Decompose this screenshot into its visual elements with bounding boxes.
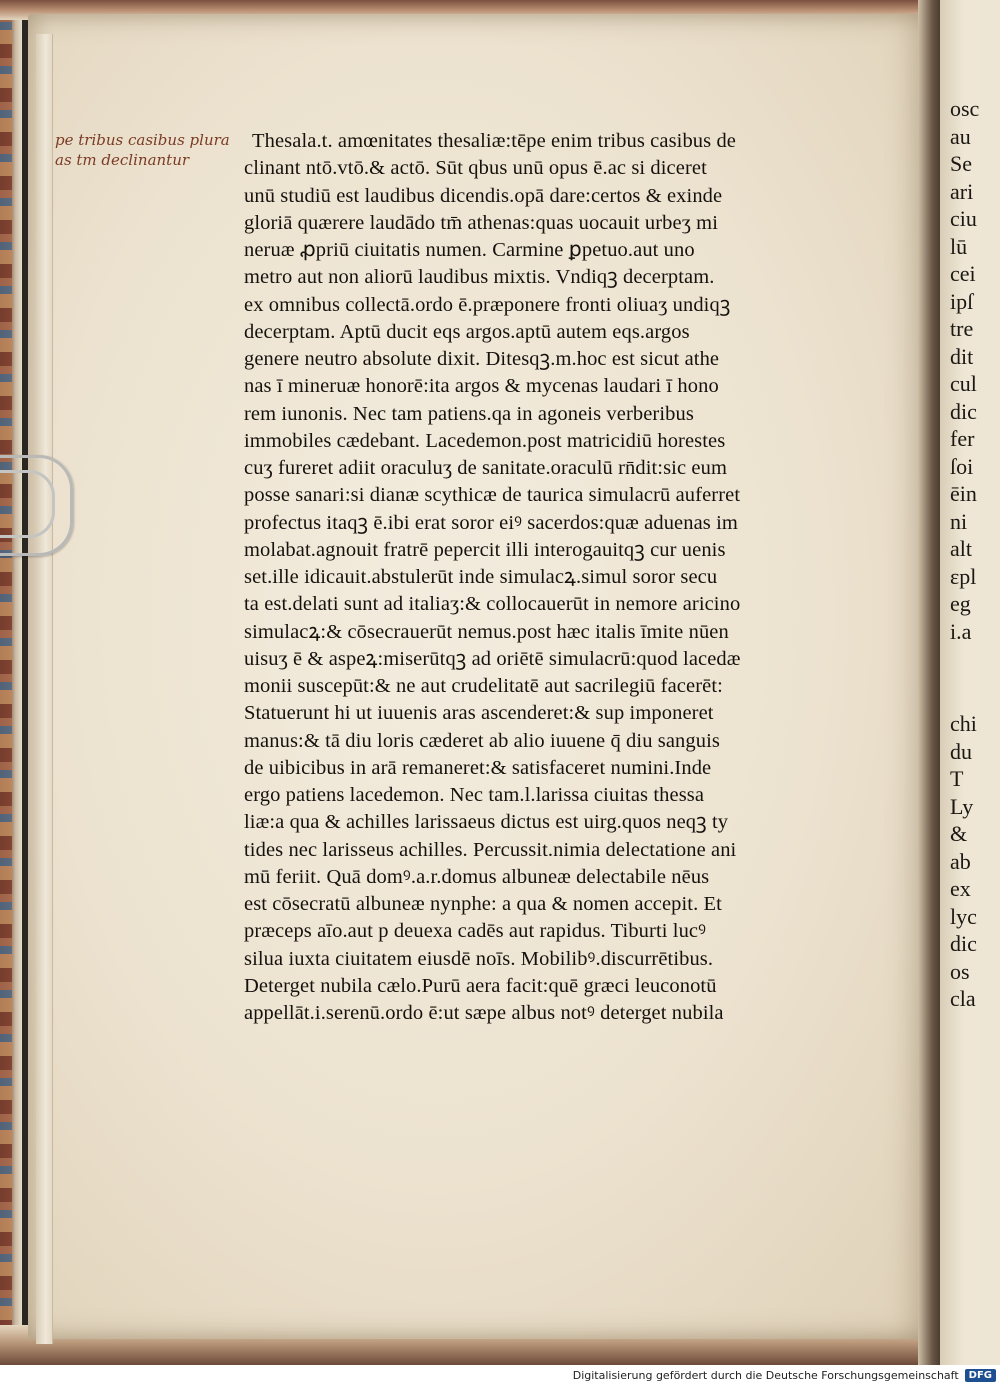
facing-page-text-fragment: Se [950,151,972,176]
text-line: præceps aīo.aut p deuexa cadēs aut rapidus. Tiburti lucꝰ [244,920,707,943]
text-line: ergo patiens lacedemon. Nec tam.l.larissa ciuitas thessa [244,784,705,806]
text-line: neruæ ꝓpriū ciuitatis numen. Carmine ꝑpetuo.aut uno [244,239,695,261]
handwritten-marginal-note [55,130,270,170]
footer-bar [0,1365,1000,1385]
facing-page-text-fragment: ni [950,508,968,534]
facing-page-text-fragment: lyc [950,903,977,929]
text-line: unū studiū est laudibus dicendis.opā dare:certos & exinde [244,184,723,207]
facing-page-text-fragment: dic [950,398,977,424]
printed-text-block [244,128,844,1027]
text-line: simulacꝝ:& cōsecrauerūt nemus.post hæc italis īmite nūen [244,620,729,643]
marginal-note-line: as tm declinantur [55,151,190,169]
facing-page-text-fragment: du [950,738,972,764]
facing-page-text-fragment: dit [950,343,974,369]
text-line: ex omnibus collectā.ordo ē.præponere fronti oliuaʒ undiqꝫ [244,293,731,316]
text-line: posse sanari:si dianæ scythicæ de taurica simulacrū auferret [244,484,741,507]
text-line: gloriā quærere laudādo tm̄ athenas:quas uocauit urbeʒ mi [244,211,718,234]
facing-page-text-fragment: ab [950,848,971,874]
text-line: silua iuxta ciuitatem eiusdē noīs. Mobilibꝰ.discurrētibus. [244,947,714,970]
text-line: molabat.agnouit fratrē pepercit illi interogauitqꝫ cur uenis [244,538,726,561]
facing-page-text-fragment: & [950,821,968,846]
facing-page-text-fragment: cul [950,371,977,396]
text-line: ta est.delati sunt ad italiaʒ:& collocauerūt in nemore aricino [244,593,741,616]
text-line: immobiles cædebant. Lacedemon.post matricidiū horestes [244,429,726,452]
facing-page-text-fragment: alt [950,536,972,561]
text-line: uisuʒ ē & aspeꝝ:miserūtqꝫ ad oriētē simulacrū:quod lacedæ [244,647,741,670]
text-line: Statuerunt hi ut iuuenis aras ascenderet:& sup imponeret [244,702,714,725]
facing-page-text-fragment: eg [950,591,971,616]
dfg-logo: DFG [965,1369,996,1382]
facing-page-text-fragment: dic [950,931,977,956]
text-line: est cōsecratū albuneæ nynphe: a qua & nomen accepit. Et [244,893,722,915]
facing-page-text-fragment: au [950,123,971,149]
facing-page-text-fragment: ciu [950,206,977,231]
text-line: profectus itaqꝫ ē.ibi erat soror eiꝰ sacerdos:quæ aduenas im [244,511,738,534]
text-line: appellāt.i.serenū.ordo ē:ut sæpe albus notꝰ deterget nubila [244,1002,724,1024]
facing-page-text-fragment: cei [950,261,976,286]
facing-page-text-fragment: os [950,958,970,984]
text-line: liæ:a qua & achilles larissaeus dictus est uirg.quos neqꝫ ty [244,811,729,834]
marbled-edge [0,0,12,1365]
text-line: rem iunonis. Nec tam patiens.qa in agoneis verberibus [244,402,694,425]
facing-page-text-fragment: osc [950,96,980,121]
facing-page-text-fragment: ipſ [950,288,974,314]
text-line: mū feriit. Quā domꝰ.a.r.domus albuneæ delectabile nēus [244,865,710,888]
facing-page-fragment [940,0,1000,1365]
marginal-note-line: pe tribus casibus plura [55,131,230,149]
facing-page-text-fragment: chi [950,711,977,736]
text-line: cuʒ fureret adiit oraculuʒ de sanitate.oraculū rn̄dit:sic eum [244,457,727,479]
facing-page-text-fragment: ex [950,876,971,901]
facing-page-text-fragment: ari [950,178,974,204]
facing-page-text-fragment: Ly [950,793,974,819]
facing-page-text-fragment: ɛpl [950,563,977,589]
facing-page-text-fragment: cla [950,986,976,1011]
facing-page-text-fragment: tre [950,316,974,341]
facing-page-text-fragment: T [950,766,964,791]
facing-page-text-fragment: ēin [950,481,977,506]
text-line: manus:& tā diu loris cæderet ab alio iuuene q̄ diu sanguis [244,729,720,752]
facing-page-text-fragment: fer [950,426,975,451]
text-line: decerptam. Aptū ducit eqs argos.aptū autem eqs.argos [244,320,690,343]
page-fold [36,34,53,1344]
text-line: tides nec larisseus achilles. Percussit.nimia delectatione ani [244,838,737,861]
text-line: nas ī mineruæ honorē:ita argos & mycenas laudari ī hono [244,375,719,398]
text-line: genere neutro absolute dixit. Ditesqꝫ.m.hoc est sicut athe [244,348,720,370]
footer-credit: Digitalisierung gefördert durch die Deutsche Forschungsgemeinschaft [572,1368,959,1382]
text-line: set.ille idicauit.abstulerūt inde simulacꝝ.simul soror secu [244,566,718,588]
text-line: de uibicibus in arā remaneret:& satisfaceret numini.Inde [244,756,712,779]
facing-page-text-fragment: lū [950,233,968,259]
paperclip-inner-loop [0,470,55,538]
text-line: Thesala.t. amœnitates thesaliæ:tēpe enim tribus casibus de [252,130,737,152]
facing-page-text-fragment: i.a [950,618,972,644]
facing-page-text-fragment: ſoi [950,453,974,479]
text-line: Deterget nubila cælo.Purū aera facit:quē græci leuconotū [244,974,717,997]
text-line: metro aut non aliorū laudibus mixtis. Vndiqꝫ decerptam. [244,266,715,289]
text-line: monii suscepūt:& ne aut crudelitatē aut sacrilegiū facerēt: [244,675,723,697]
text-line: clinant ntō.vtō.& actō. Sūt qbus unū opus ē.ac si diceret [244,157,707,180]
